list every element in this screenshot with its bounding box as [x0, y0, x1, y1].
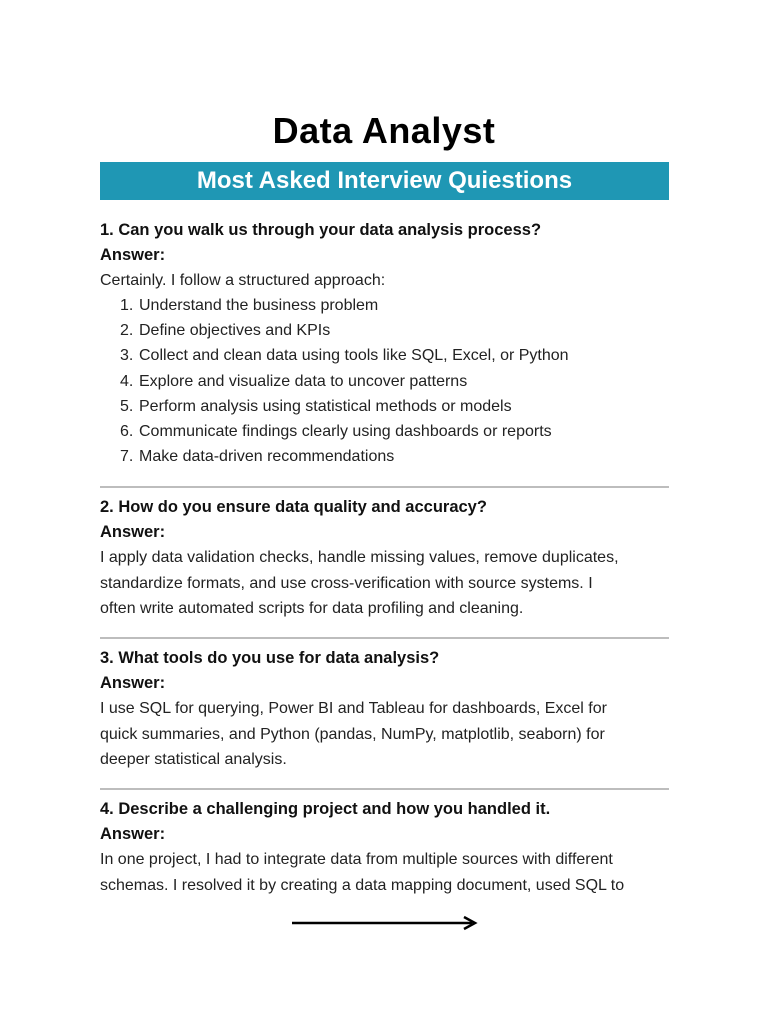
section-divider	[100, 486, 669, 488]
question-1: 1. Can you walk us through your data analysis process?	[100, 221, 542, 239]
section-divider	[100, 637, 669, 639]
answer-text-3: I use SQL for querying, Power BI and Tableau for dashboards, Excel for quick summaries, and Python (pandas, NumPy, matplotlib, seaborn) for deeper statistical analysis.	[100, 700, 607, 768]
answer-intro-1: Certainly. I follow a structured approach:	[100, 272, 386, 289]
right-arrow-icon[interactable]	[292, 914, 478, 932]
list-item: 7. Make data-driven recommendations	[120, 448, 395, 466]
list-item: 5. Perform analysis using statistical methods or models	[120, 397, 512, 415]
answer-label-3: Answer:	[100, 674, 166, 692]
qa-block-3	[100, 646, 675, 773]
process-steps-list	[100, 293, 675, 469]
list-item: 4. Explore and visualize data to uncover patterns	[120, 372, 468, 390]
subtitle-banner: Most Asked Interview Quiestions	[100, 162, 669, 200]
question-2: 2. How do you ensure data quality and accuracy?	[100, 498, 487, 516]
answer-label-1: Answer:	[100, 246, 166, 264]
question-4: 4. Describe a challenging project and how you handled it.	[100, 800, 551, 818]
qa-block-2	[100, 495, 675, 622]
section-divider	[100, 788, 669, 790]
qa-block-1	[100, 218, 675, 469]
page-title: Data Analyst	[272, 110, 496, 151]
list-item: 2. Define objectives and KPIs	[120, 322, 331, 340]
answer-label-4: Answer:	[100, 825, 166, 843]
list-item: 3. Collect and clean data using tools like SQL, Excel, or Python	[120, 347, 569, 365]
list-item: 1. Understand the business problem	[120, 297, 379, 314]
answer-label-2: Answer:	[100, 523, 166, 541]
answer-text-4: In one project, I had to integrate data from multiple sources with different schemas. I resolved it by creating a data mapping document, used SQL to	[100, 851, 625, 894]
list-item: 6. Communicate findings clearly using dashboards or reports	[120, 422, 552, 440]
question-3: 3. What tools do you use for data analysis?	[100, 649, 440, 667]
qa-block-4	[100, 797, 675, 898]
answer-text-2: I apply data validation checks, handle missing values, remove duplicates, standardize formats, and use cross-verification with source systems. I often write automated scripts for data profiling and cleaning.	[100, 549, 619, 617]
